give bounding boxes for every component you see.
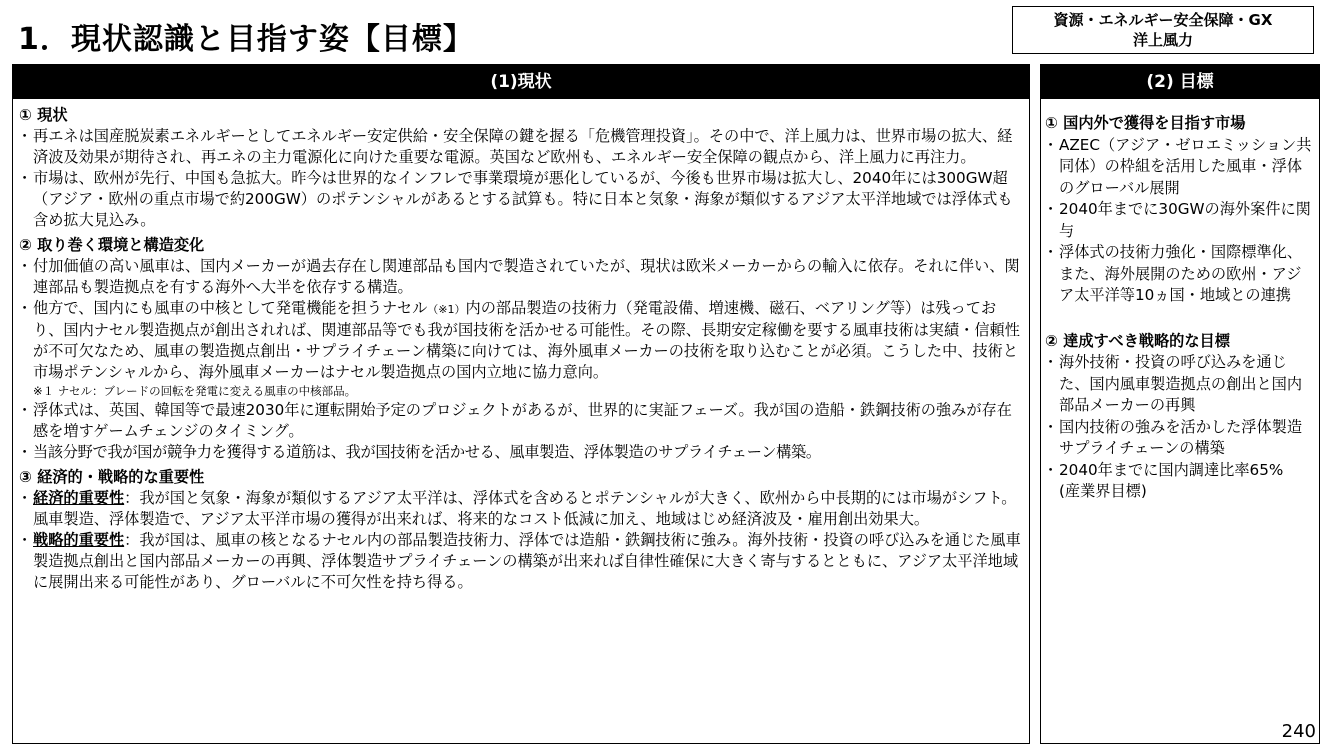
category-tag-line2: 洋上風力 <box>1132 31 1193 49</box>
list-item: ・ 当該分野で我が国が競争力を獲得する道筋は、我が国技術を活かせる、風車製造、浮体製造のサプライチェーン構築。 <box>19 442 1023 463</box>
item-text: ：我が国と気象・海象が類似するアジア太平洋は、浮体式を含めるとポテンシャルが大きく、欧州から中長期的には市場がシフト。風車製造、浮体製造で、アジア太平洋市場の獲得が出来れば、将来的なコスト低減に加え、地域はじめ経済波及・雇用創出効果大。 <box>33 489 1017 528</box>
list-item: ・ 市場は、欧州が先行、中国も急拡大。昨今は世界的なインフレで事業環境が悪化しているが、今後も世界市場は拡大し、2040年には300GW超（アジア・欧州の重点市場で約200GW）のポテンシャルがあるとする試算も。特に日本と気象・海象が類似するアジア太平洋地域では浮体式も含め拡大見込み。 <box>19 168 1023 231</box>
list-item: ・ 再エネは国産脱炭素エネルギーとしてエネルギー安定供給・安全保障の鍵を握る「危機管理投資」。その中で、洋上風力は、世界市場の拡大、経済波及効果が期待され、再エネの主力電源化に向けた重要な電源。英国など欧州も、エネルギー安全保障の観点から、洋上風力に再注力。 <box>19 126 1023 168</box>
list-item: ・ 国内技術の強みを活かした浮体製造サプライチェーンの構築 <box>1045 417 1313 460</box>
list-item: ・ 2040年までに国内調達比率65% (産業界目標) <box>1045 460 1313 503</box>
current-status-header: (1)現状 <box>13 65 1029 99</box>
item-text: 他方で、国内にも風車の中核として発電機能を担うナセル <box>33 299 428 317</box>
section-heading-importance: ③ 経済的・戦略的な重要性 <box>19 468 205 486</box>
item-label: 戦略的重要性 <box>33 531 125 549</box>
list-item: ・ 2040年までに30GWの海外案件に関与 <box>1045 199 1313 242</box>
page-title: 1．現状認識と目指す姿【目標】 <box>18 22 474 57</box>
list-item: ・ 付加価値の高い風車は、国内メーカーが過去存在し関連部品も国内で製造されていたが、現状は欧米メーカーからの輸入に依存。それに伴い、関連部品も製造拠点を有する海外へ大半を依存する構造。 <box>19 256 1023 298</box>
goals-panel <box>1040 64 1320 744</box>
footnote-ref: （※1） <box>427 303 466 316</box>
item-label: 経済的重要性 <box>33 489 125 507</box>
list-item: ・ 海外技術・投資の呼び込みを通じた、国内風車製造拠点の創出と国内部品メーカーの再興 <box>1045 352 1313 417</box>
goals-content <box>1041 99 1319 503</box>
item-text: 内の部品製造の技術力（発電設備、増速機、磁石、ベアリング等）は残っており、国内ナセル製造拠点が創出されれば、関連部品等でも我が国技術を活かせる可能性。その際、長期安定稼働を要する風車技術は実績・信頼性が不可欠なため、風車の製造拠点創出・サプライチェーン構築に向けては、海外風車メーカーの技術を取り込むことが必須。こうした中、技術と市場ポテンシャルから、海外風車メーカーはナセル製造拠点の国内立地に協力意向。 <box>33 299 1020 381</box>
section-heading-target-market: ① 国内外で獲得を目指す市場 <box>1045 114 1246 132</box>
section-heading-status: ① 現状 <box>19 106 68 124</box>
list-item: ・ 浮体式は、英国、韓国等で最速2030年に運転開始予定のプロジェクトがあるが、世界的に実証フェーズ。我が国の造船・鉄鋼技術の強みが存在感を増すゲームチェンジのタイミング。 <box>19 400 1023 442</box>
current-status-panel <box>12 64 1030 744</box>
category-tag-line1: 資源・エネルギー安全保障・GX <box>1053 11 1273 29</box>
item-text: ：我が国は、風車の核となるナセル内の部品製造技術力、浮体では造船・鉄鋼技術に強み。海外技術・投資の呼び込みを通じた風車製造拠点創出と国内部品メーカーの再興、浮体製造サプライチェーンの構築が出来れば自律性確保に大きく寄与するとともに、アジア太平洋地域に展開出来る可能性があり、グローバルに不可欠性を持ち得る。 <box>33 531 1021 591</box>
section-heading-environment: ② 取り巻く環境と構造変化 <box>19 236 205 254</box>
list-item <box>19 530 1023 593</box>
category-tag <box>1012 6 1314 54</box>
list-item: ・ 浮体式の技術力強化・国際標準化、また、海外展開のための欧州・アジア太平洋等10ヵ国・地域との連携 <box>1045 242 1313 307</box>
list-item <box>19 488 1023 530</box>
footnote: ※１ ナセル：ブレードの回転を発電に変える風車の中核部品。 <box>33 384 357 398</box>
goals-header: (2) 目標 <box>1041 65 1319 99</box>
list-item <box>19 298 1023 383</box>
section-heading-strategic-goals: ② 達成すべき戦略的な目標 <box>1045 331 1230 350</box>
list-item: ・ AZEC（アジア・ゼロエミッション共同体）の枠組を活用した風車・浮体のグローバル展開 <box>1045 135 1313 200</box>
page-number: 240 <box>1281 721 1316 742</box>
current-status-content <box>13 99 1029 593</box>
